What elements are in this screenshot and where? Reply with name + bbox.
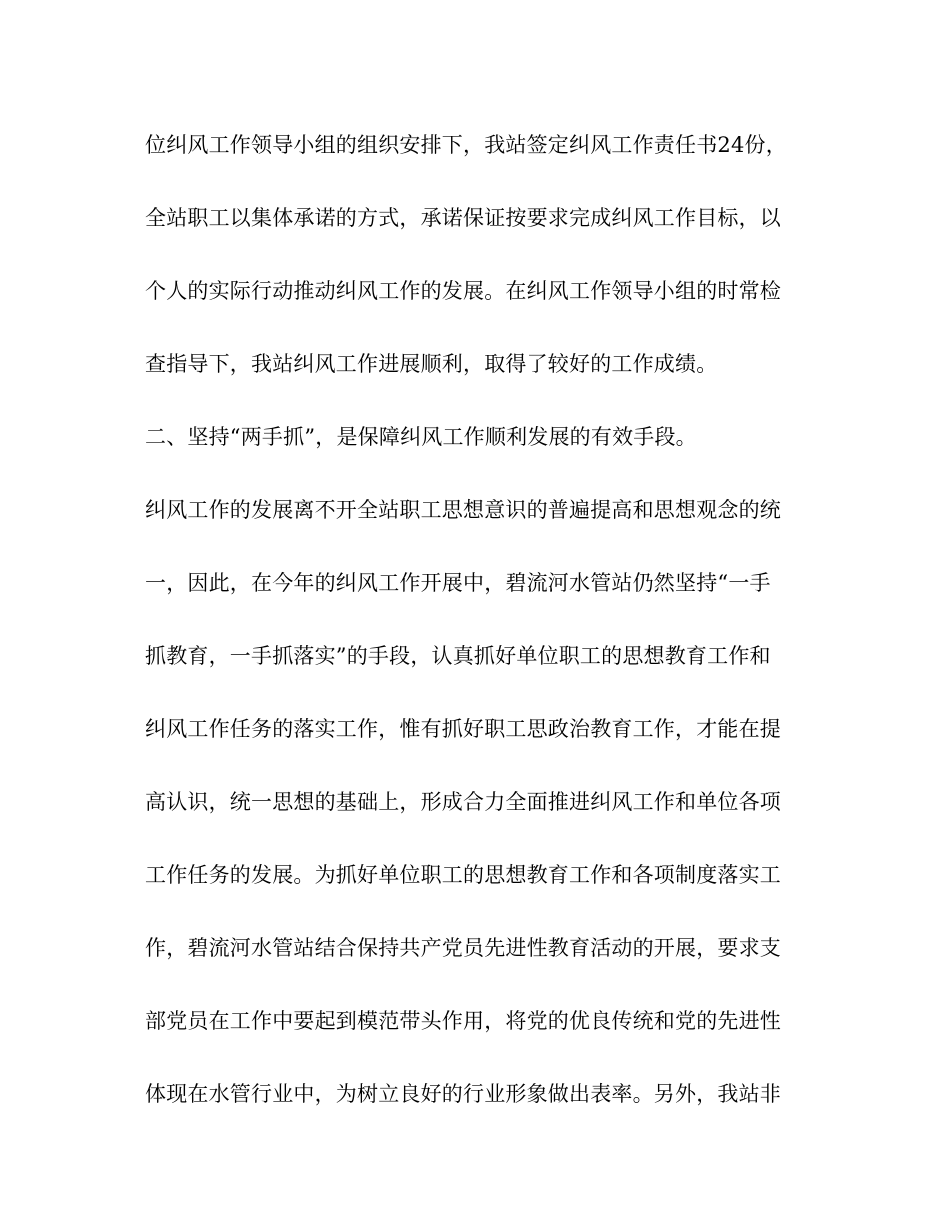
text-line: 查指导下，我站纠风工作进展顺利，取得了较好的工作成绩。 [145,352,718,376]
section-heading: 二、坚持“两手抓”，是保障纠风工作顺利发展的有效手段。 [145,425,697,449]
text-line: 位纠风工作领导小组的组织安排下，我站签定纠风工作责任书24份， [145,133,787,157]
text-line: 纠风工作的发展离不开全站职工思想意识的普遍提高和思想观念的统 [145,498,781,522]
text-line: 高认识，统一思想的基础上，形成合力全面推进纠风工作和单位各项 [145,790,781,814]
text-line: 纠风工作任务的落实工作，惟有抓好职工思政治教育工作，才能在提 [145,717,781,741]
text-line: 全站职工以集体承诺的方式，承诺保证按要求完成纠风工作目标，以 [145,206,781,230]
text-line: 体现在水管行业中，为树立良好的行业形象做出表率。另外，我站非 [145,1082,781,1106]
text-line: 工作任务的发展。为抓好单位职工的思想教育工作和各项制度落实工 [145,863,781,887]
text-line: 部党员在工作中要起到模范带头作用，将党的优良传统和党的先进性 [145,1009,781,1033]
text-line: 作，碧流河水管站结合保持共产党员先进性教育活动的开展，要求支 [145,936,781,960]
text-line: 个人的实际行动推动纠风工作的发展。在纠风工作领导小组的时常检 [145,279,781,303]
text-line: 一，因此，在今年的纠风工作开展中，碧流河水管站仍然坚持“一手 [145,571,771,595]
text-line: 抓教育，一手抓落实”的手段，认真抓好单位职工的思想教育工作和 [145,644,771,668]
